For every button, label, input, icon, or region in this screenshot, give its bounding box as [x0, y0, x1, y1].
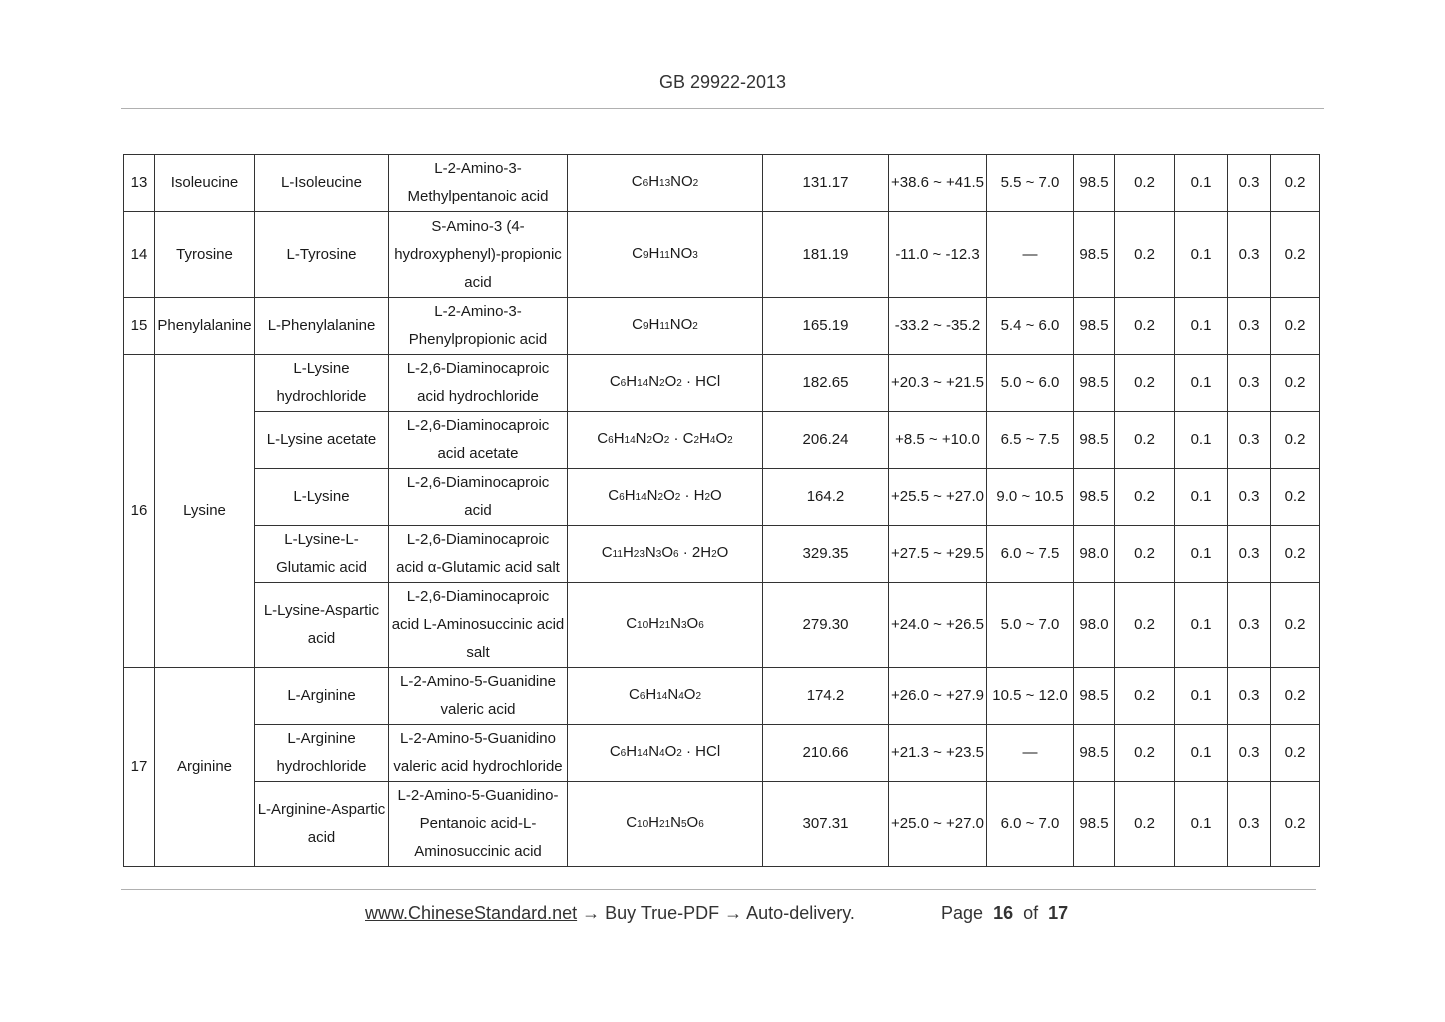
cell-value: 0.3: [1228, 412, 1271, 469]
cell-amino-acid: Isoleucine: [155, 155, 255, 212]
cell-value: 0.2: [1271, 725, 1320, 782]
cell-no: 14: [124, 212, 155, 298]
cell-formula: C6H14N2O2 · H2O: [568, 469, 763, 526]
cell-value: 0.1: [1175, 355, 1228, 412]
cell-amino-acid: Arginine: [155, 668, 255, 867]
cell-value: 0.1: [1175, 469, 1228, 526]
cell-value: 0.3: [1228, 298, 1271, 355]
cell-value: 0.2: [1115, 212, 1175, 298]
cell-chemical-name: L-2,6-Diaminocaproic acid α-Glutamic acid salt: [389, 526, 568, 583]
cell-value: 0.1: [1175, 668, 1228, 725]
cell-assay: 98.5: [1074, 469, 1115, 526]
table-row: [124, 155, 1320, 212]
cell-product-name: L-Isoleucine: [255, 155, 389, 212]
cell-no: 15: [124, 298, 155, 355]
cell-product-name: L-Lysine: [255, 469, 389, 526]
cell-ph: 5.0 ~ 6.0: [987, 355, 1074, 412]
table-row: [124, 668, 1320, 725]
table-row: [124, 583, 1320, 668]
cell-molecular-weight: 181.19: [763, 212, 889, 298]
cell-value: 0.1: [1175, 298, 1228, 355]
table-row: [124, 412, 1320, 469]
cell-ph: 10.5 ~ 12.0: [987, 668, 1074, 725]
cell-value: 0.2: [1271, 412, 1320, 469]
document-id: GB 29922-2013: [658, 72, 787, 92]
page-number: 16: [993, 903, 1014, 923]
cell-assay: 98.5: [1074, 212, 1115, 298]
cell-product-name: L-Phenylalanine: [255, 298, 389, 355]
cell-value: 0.2: [1271, 782, 1320, 867]
cell-product-name: L-Tyrosine: [255, 212, 389, 298]
cell-specific-rotation: +38.6 ~ +41.5: [889, 155, 987, 212]
cell-formula: C11H23N3O6 · 2H2O: [568, 526, 763, 583]
cell-value: 0.2: [1115, 782, 1175, 867]
cell-ph: 5.4 ~ 6.0: [987, 298, 1074, 355]
cell-formula: C6H14N4O2 · HCl: [568, 725, 763, 782]
cell-value: 0.2: [1271, 155, 1320, 212]
cell-product-name: L-Lysine-L- Glutamic acid: [255, 526, 389, 583]
amino-acid-spec-table: [123, 154, 1320, 867]
cell-value: 0.2: [1115, 583, 1175, 668]
cell-ph: 6.0 ~ 7.0: [987, 782, 1074, 867]
cell-chemical-name: L-2-Amino-5-Guanidine valeric acid: [389, 668, 568, 725]
cell-value: 0.2: [1115, 469, 1175, 526]
cell-product-name: L-Arginine hydrochloride: [255, 725, 389, 782]
cell-formula: C9H11NO2: [568, 298, 763, 355]
cell-molecular-weight: 279.30: [763, 583, 889, 668]
cell-value: 0.1: [1175, 155, 1228, 212]
cell-chemical-name: L-2,6-Diaminocaproic acid L-Aminosuccinic acid salt: [389, 583, 568, 668]
cell-assay: 98.5: [1074, 668, 1115, 725]
cell-product-name: L-Lysine-Aspartic acid: [255, 583, 389, 668]
cell-value: 0.1: [1175, 212, 1228, 298]
cell-amino-acid: Phenylalanine: [155, 298, 255, 355]
cell-value: 0.2: [1115, 668, 1175, 725]
cell-value: 0.1: [1175, 526, 1228, 583]
cell-value: 0.3: [1228, 155, 1271, 212]
cell-specific-rotation: +26.0 ~ +27.9: [889, 668, 987, 725]
table-row: [124, 298, 1320, 355]
table-row: [124, 469, 1320, 526]
cell-molecular-weight: 206.24: [763, 412, 889, 469]
cell-value: 0.3: [1228, 212, 1271, 298]
cell-chemical-name: L-2-Amino-5-Guanidino valeric acid hydrochloride: [389, 725, 568, 782]
cell-assay: 98.5: [1074, 298, 1115, 355]
cell-value: 0.3: [1228, 782, 1271, 867]
cell-no: 17: [124, 668, 155, 867]
table-row: [124, 782, 1320, 867]
cell-value: 0.3: [1228, 526, 1271, 583]
cell-ph: 6.5 ~ 7.5: [987, 412, 1074, 469]
promo-text: → Buy True-PDF → Auto-delivery.: [577, 903, 855, 923]
cell-ph: 5.5 ~ 7.0: [987, 155, 1074, 212]
cell-ph: —: [987, 725, 1074, 782]
cell-specific-rotation: +21.3 ~ +23.5: [889, 725, 987, 782]
cell-value: 0.2: [1115, 355, 1175, 412]
cell-chemical-name: L-2,6-Diaminocaproic acid acetate: [389, 412, 568, 469]
cell-value: 0.3: [1228, 469, 1271, 526]
cell-specific-rotation: -11.0 ~ -12.3: [889, 212, 987, 298]
cell-amino-acid: Tyrosine: [155, 212, 255, 298]
cell-chemical-name: L-2,6-Diaminocaproic acid: [389, 469, 568, 526]
cell-formula: C6H13NO2: [568, 155, 763, 212]
cell-no: 16: [124, 355, 155, 668]
cell-specific-rotation: +27.5 ~ +29.5: [889, 526, 987, 583]
cell-formula: C10H21N3O6: [568, 583, 763, 668]
cell-ph: —: [987, 212, 1074, 298]
promo-line: [365, 903, 855, 924]
cell-value: 0.2: [1115, 725, 1175, 782]
cell-ph: 5.0 ~ 7.0: [987, 583, 1074, 668]
cell-value: 0.3: [1228, 668, 1271, 725]
cell-specific-rotation: +24.0 ~ +26.5: [889, 583, 987, 668]
cell-product-name: L-Arginine-Aspartic acid: [255, 782, 389, 867]
cell-assay: 98.5: [1074, 355, 1115, 412]
cell-assay: 98.5: [1074, 725, 1115, 782]
cell-chemical-name: L-2-Amino-5-Guanidino- Pentanoic acid-L- Aminosuccinic acid: [389, 782, 568, 867]
cell-molecular-weight: 164.2: [763, 469, 889, 526]
cell-value: 0.1: [1175, 412, 1228, 469]
cell-value: 0.2: [1271, 583, 1320, 668]
footer-divider: [121, 889, 1316, 890]
cell-value: 0.2: [1271, 355, 1320, 412]
cell-product-name: L-Arginine: [255, 668, 389, 725]
page-total: 17: [1048, 903, 1069, 923]
cell-assay: 98.5: [1074, 155, 1115, 212]
cell-formula: C6H14N2O2 · HCl: [568, 355, 763, 412]
table-row: [124, 526, 1320, 583]
cell-value: 0.1: [1175, 782, 1228, 867]
cell-value: 0.2: [1115, 155, 1175, 212]
cell-assay: 98.0: [1074, 526, 1115, 583]
table-row: [124, 212, 1320, 298]
cell-specific-rotation: -33.2 ~ -35.2: [889, 298, 987, 355]
page-indicator: [941, 903, 1068, 924]
cell-specific-rotation: +20.3 ~ +21.5: [889, 355, 987, 412]
cell-chemical-name: L-2-Amino-3- Methylpentanoic acid: [389, 155, 568, 212]
cell-value: 0.2: [1115, 298, 1175, 355]
cell-amino-acid: Lysine: [155, 355, 255, 668]
cell-value: 0.2: [1271, 526, 1320, 583]
page-word: Page: [941, 903, 984, 923]
cell-assay: 98.5: [1074, 782, 1115, 867]
cell-molecular-weight: 329.35: [763, 526, 889, 583]
cell-no: 13: [124, 155, 155, 212]
cell-molecular-weight: 165.19: [763, 298, 889, 355]
cell-value: 0.1: [1175, 725, 1228, 782]
cell-value: 0.2: [1271, 469, 1320, 526]
of-word: of: [1023, 903, 1039, 923]
cell-ph: 9.0 ~ 10.5: [987, 469, 1074, 526]
cell-molecular-weight: 182.65: [763, 355, 889, 412]
cell-chemical-name: L-2-Amino-3- Phenylpropionic acid: [389, 298, 568, 355]
cell-formula: C6H14N4O2: [568, 668, 763, 725]
cell-value: 0.2: [1271, 298, 1320, 355]
cell-specific-rotation: +8.5 ~ +10.0: [889, 412, 987, 469]
cell-formula: C10H21N5O6: [568, 782, 763, 867]
cell-ph: 6.0 ~ 7.5: [987, 526, 1074, 583]
cell-molecular-weight: 131.17: [763, 155, 889, 212]
cell-assay: 98.5: [1074, 412, 1115, 469]
cell-molecular-weight: 210.66: [763, 725, 889, 782]
table-row: [124, 725, 1320, 782]
cell-product-name: L-Lysine hydrochloride: [255, 355, 389, 412]
cell-specific-rotation: +25.0 ~ +27.0: [889, 782, 987, 867]
cell-value: 0.3: [1228, 583, 1271, 668]
cell-assay: 98.0: [1074, 583, 1115, 668]
cell-chemical-name: L-2,6-Diaminocaproic acid hydrochloride: [389, 355, 568, 412]
cell-value: 0.3: [1228, 355, 1271, 412]
cell-formula: C9H11NO3: [568, 212, 763, 298]
cell-product-name: L-Lysine acetate: [255, 412, 389, 469]
cell-value: 0.1: [1175, 583, 1228, 668]
cell-molecular-weight: 174.2: [763, 668, 889, 725]
site-link[interactable]: www.ChineseStandard.net: [365, 903, 578, 923]
cell-chemical-name: S-Amino-3 (4- hydroxyphenyl)-propionic acid: [389, 212, 568, 298]
cell-value: 0.2: [1271, 212, 1320, 298]
cell-value: 0.2: [1115, 526, 1175, 583]
cell-value: 0.2: [1115, 412, 1175, 469]
cell-formula: C6H14N2O2 · C2H4O2: [568, 412, 763, 469]
cell-value: 0.3: [1228, 725, 1271, 782]
header-divider: [121, 108, 1324, 109]
cell-specific-rotation: +25.5 ~ +27.0: [889, 469, 987, 526]
cell-value: 0.2: [1271, 668, 1320, 725]
table-row: [124, 355, 1320, 412]
cell-molecular-weight: 307.31: [763, 782, 889, 867]
